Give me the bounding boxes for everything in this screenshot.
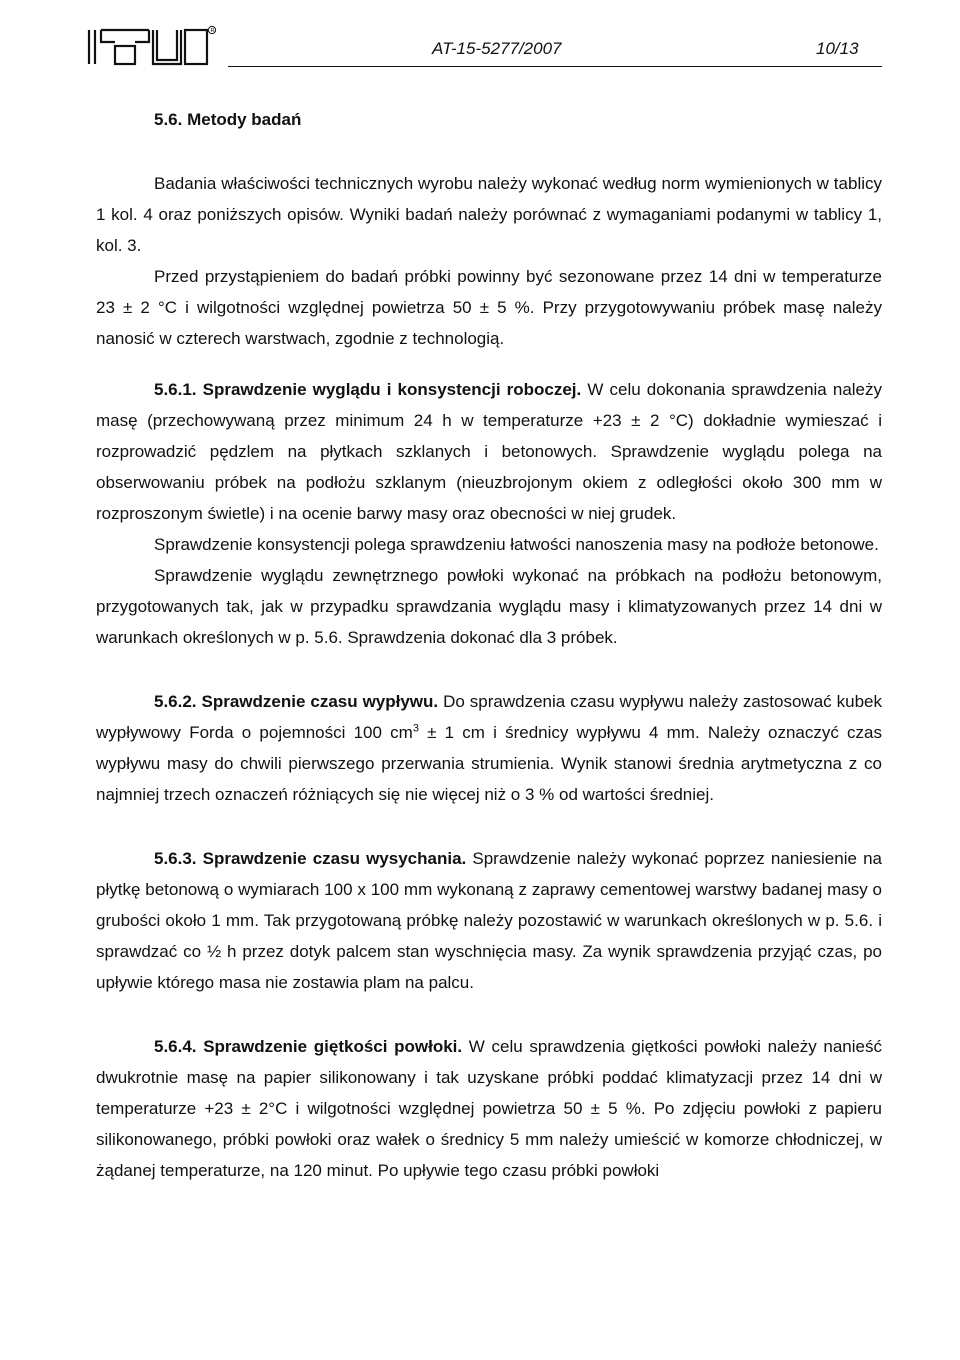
paragraph-text: W celu sprawdzenia giętkości powłoki należy nanieść dwukrotnie masę na papier silikonowany i tak uzyskane próbki poddać klimatyzacji przez 14 dni w temperaturze +23 ± 2°C i wilgotności względnej powietrza 50 ± 5 %. Po zdjęciu powłoki z papieru silikonowanego, próbki powłoki oraz wałek o średnicy 5 mm należy umieścić w komorze chłodniczej, w żądanej temperaturze, na 120 minut. Po upływie tego czasu próbki powłoki <box>96 1037 882 1180</box>
paragraph-text: Do sprawdzenia czasu wypływu należy zastosować kubek wypływowy Forda o pojemności 100 cm <box>96 692 882 742</box>
paragraph-flexibility <box>96 1031 882 1186</box>
paragraph-appearance-consistency <box>96 374 882 529</box>
paragraph-text: ± 1 cm i średnicy wypływu 4 mm. Należy oznaczyć czas wypływu masy do chwili pierwszego przerwania strumienia. Wynik stanowi średnia arytmetyczna z co najmniej trzech oznaczeń różniących się nie więcej niż o 3 % od wartości średniej. <box>96 723 882 804</box>
subsection-heading-5-6-3: 5.6.3. Sprawdzenie czasu wysychania. <box>154 849 467 868</box>
subsection-heading-5-6-4: 5.6.4. Sprawdzenie giętkości powłoki. <box>154 1037 463 1056</box>
paragraph-flow-time <box>96 686 882 810</box>
paragraph-drying-time <box>96 843 882 998</box>
paragraph-methods-intro: Badania właściwości technicznych wyrobu należy wykonać według norm wymienionych w tablicy 1 kol. 4 oraz poniższych opisów. Wyniki badań należy porównać z wymaganiami podanymi w tablicy 1, kol. 3. <box>96 174 882 255</box>
subsection-heading-5-6-2: 5.6.2. Sprawdzenie czasu wypływu. <box>154 692 439 711</box>
header-divider <box>228 66 882 67</box>
section-title: 5.6. Metody badań <box>154 110 302 129</box>
paragraph-conditioning: Przed przystąpieniem do badań próbki powinny być sezonowane przez 14 dni w temperaturze 23 ± 2 °C i wilgotności względnej powietrza 50 ± 5 %. Przy przygotowywaniu próbek masę należy nanosić w czterech warstwach, zgodnie z technologią. <box>96 267 882 348</box>
itb-logo-icon <box>86 24 216 68</box>
paragraph-text: W celu dokonania sprawdzenia należy masę (przechowywaną przez minimum 24 h w temperaturze +23 ± 2 °C) dokładnie wymieszać i rozprowadzić pędzlem na płytkach szklanych i betonowych. Sprawdzenie wyglądu polega na obserwowaniu próbek na podłożu szklanym (nieuzbrojonym okiem z odległości około 300 mm w rozproszonym świetle) i na ocenie barwy masy oraz obecności w niej grudek. <box>96 380 882 523</box>
svg-text:R: R <box>210 28 215 35</box>
subsection-heading-5-6-1: 5.6.1. Sprawdzenie wyglądu i konsystencji roboczej. <box>154 380 582 399</box>
document-body <box>96 100 882 1186</box>
page-header <box>0 0 960 80</box>
paragraph-consistency-check: Sprawdzenie konsystencji polega sprawdzeniu łatwości nanoszenia masy na podłoże betonowe. <box>154 535 879 554</box>
superscript: 3 <box>412 722 419 735</box>
page-number: 10/13 <box>816 39 859 58</box>
document-number: AT-15-5277/2007 <box>432 39 562 58</box>
paragraph-text: Sprawdzenie należy wykonać poprzez naniesienie na płytkę betonową o wymiarach 100 x 100 mm wykonaną z zaprawy cementowej warstwy badanej masy o grubości około 1 mm. Tak przygotowaną próbkę należy pozostawić w warunkach określonych w p. 5.6. i sprawdzać co ½ h przez dotyk palcem stan wyschnięcia masy. Za wynik sprawdzenia przyjąć czas, po upływie którego masa nie zostawia plam na palcu. <box>96 849 882 992</box>
paragraph-coating-appearance: Sprawdzenie wyglądu zewnętrznego powłoki wykonać na próbkach na podłożu betonowym, przygotowanych tak, jak w przypadku sprawdzania wyglądu masy i klimatyzowanych przez 14 dni w warunkach określonych w p. 5.6. Sprawdzenia dokonać dla 3 próbek. <box>96 566 882 647</box>
